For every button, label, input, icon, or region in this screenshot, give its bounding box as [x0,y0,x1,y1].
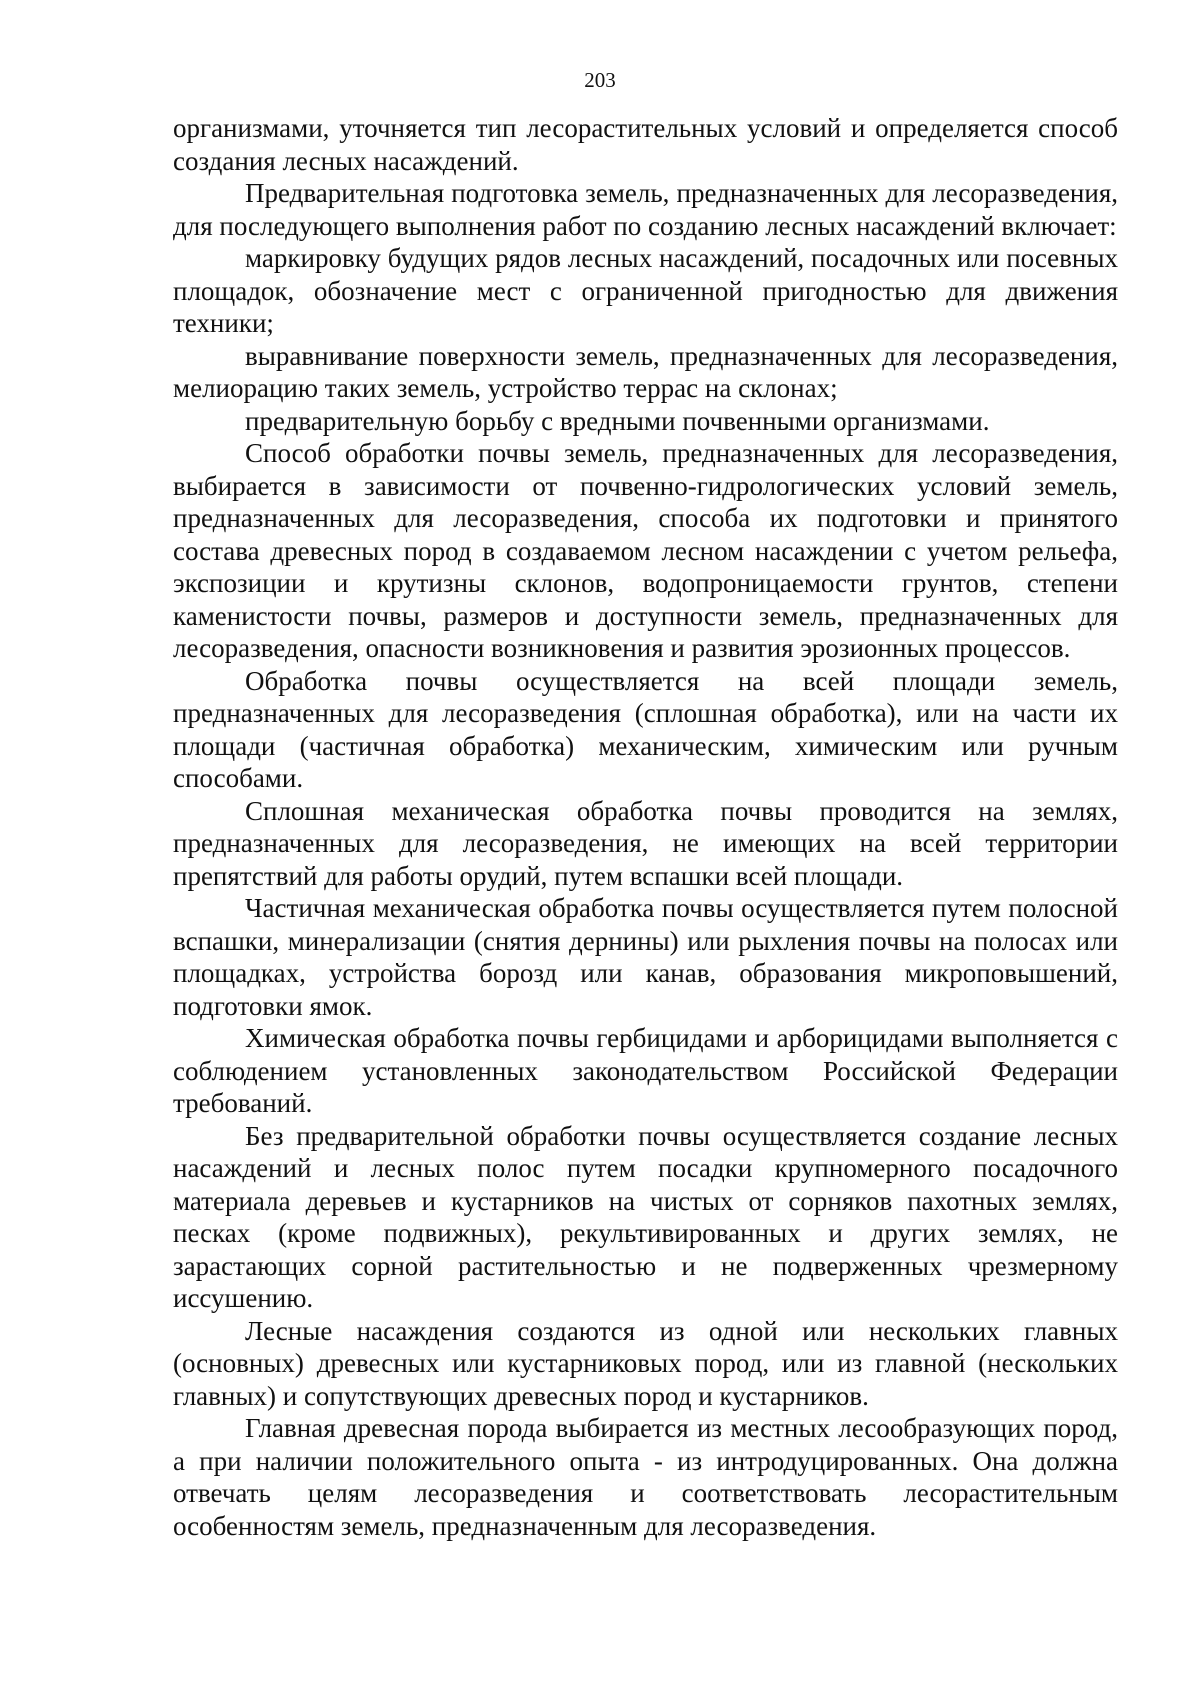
paragraph-list-leveling: выравнивание поверхности земель, предназначенных для лесоразведения, мелиорацию таких земель, устройство террас на склонах; [173,340,1118,403]
paragraph-partial-mechanical: Частичная механическая обработка почвы осуществляется путем полосной вспашки, минерализации (снятия дернины) или рыхления почвы на полосах или площадках, устройства борозд или канав, образования микроповышений, подготовки ямок. [173,893,1118,1021]
paragraph-continuation: организмами, уточняется тип лесорастительных условий и определяется способ создания лесных насаждений. [173,113,1118,176]
page-number: 203 [584,68,616,92]
paragraph-soil-treatment: Обработка почвы осуществляется на всей площади земель, предназначенных для лесоразведения (сплошная обработка), или на части их площади (частичная обработка) механическим, химическим или ручным способами. [173,665,1118,793]
paragraph-list-marking: маркировку будущих рядов лесных насаждений, посадочных или посевных площадок, обозначение мест с ограниченной пригодностью для движения техники; [173,243,1118,338]
paragraph-full-mechanical: Сплошная механическая обработка почвы проводится на землях, предназначенных для лесоразведения, не имеющих на всей территории препятствий для работы орудий, путем вспашки всей площади. [173,795,1118,891]
paragraph-preparation-intro: Предварительная подготовка земель, предназначенных для лесоразведения, для последующего выполнения работ по созданию лесных насаждений включает: [173,178,1118,241]
paragraph-list-pest-control: предварительную борьбу с вредными почвенными организмами. [245,405,990,436]
paragraph-main-species: Главная древесная порода выбирается из местных лесообразующих пород, а при наличии положительного опыта - из интродуцированных. Она должна отвечать целям лесоразведения и соответствовать лесорастительным особенностям земель, предназначенным для лесоразведения. [173,1413,1118,1541]
paragraph-no-pretreatment: Без предварительной обработки почвы осуществляется создание лесных насаждений и лесных полос путем посадки крупномерного посадочного материала деревьев и кустарников на чистых от сорняков пахотных землях, песках (кроме подвижных), рекультивированных и других землях, не зарастающих сорной растительностью и не подверженных чрезмерному иссушению. [173,1120,1118,1313]
paragraph-species-composition: Лесные насаждения создаются из одной или нескольких главных (основных) древесных или кустарниковых пород, или из главной (нескольких главных) и сопутствующих древесных пород и кустарников. [173,1315,1118,1411]
paragraph-soil-method: Способ обработки почвы земель, предназначенных для лесоразведения, выбирается в зависимости от почвенно-гидрологических условий земель, предназначенных для лесоразведения, способа их подготовки и принятого состава древесных пород в создаваемом лесном насаждении с учетом рельефа, экспозиции и крутизны склонов, водопроницаемости грунтов, степени каменистости почвы, размеров и доступности земель, предназначенных для лесоразведения, опасности возникновения и развития эрозионных процессов. [173,438,1118,663]
body-text [173,112,1118,1542]
paragraph-chemical: Химическая обработка почвы гербицидами и арборицидами выполняется с соблюдением установленных законодательством Российской Федерации требований. [173,1023,1118,1118]
